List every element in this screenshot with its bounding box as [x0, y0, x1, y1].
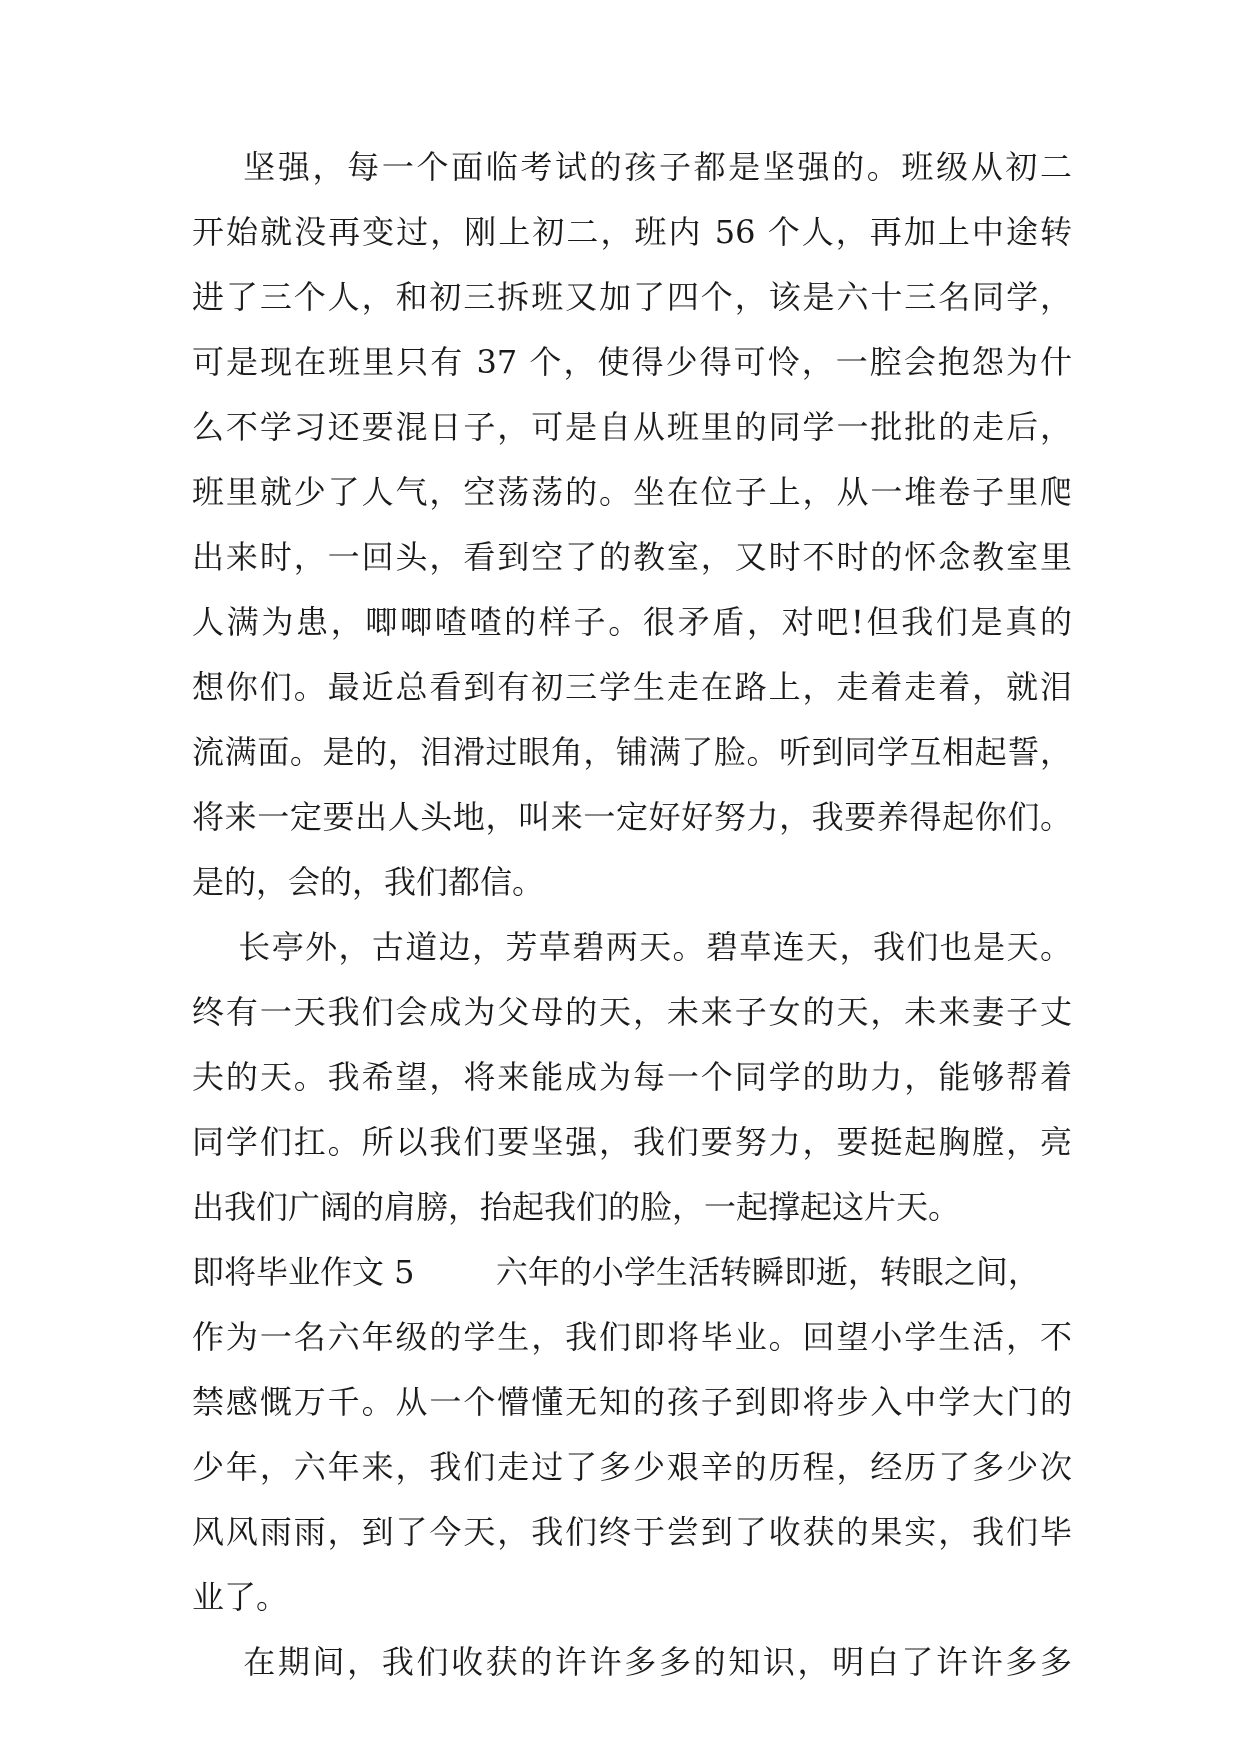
text-line: 长亭外，古道边，芳草碧两天。碧草连天，我们也是天。 — [192, 928, 1072, 966]
text-line: 作为一名六年级的学生，我们即将毕业。回望小学生活，不 — [192, 1318, 1072, 1356]
text-line: 人满为患，唧唧喳喳的样子。很矛盾，对吧!但我们是真的 — [192, 603, 1072, 641]
text-line: 风风雨雨，到了今天，我们终于尝到了收获的果实，我们毕 — [192, 1513, 1072, 1551]
text-line: 进了三个人，和初三拆班又加了四个，该是六十三名同学， — [192, 278, 1072, 316]
text-line: 出来时，一回头，看到空了的教室，又时不时的怀念教室里 — [192, 538, 1072, 576]
text-line: 是的，会的，我们都信。 — [192, 863, 545, 901]
text-line: 流满面。是的，泪滑过眼角，铺满了脸。听到同学互相起誓， — [192, 733, 1072, 771]
section-heading-line: 即将毕业作文 5 六年的小学生活转瞬即逝，转眼之间， — [192, 1253, 1040, 1291]
text-line: 将来一定要出人头地，叫来一定好好努力，我要养得起你们。 — [192, 798, 1072, 836]
text-line: 同学们扛。所以我们要坚强，我们要努力，要挺起胸膛，亮 — [192, 1123, 1072, 1161]
text-line: 终有一天我们会成为父母的天，未来子女的天，未来妻子丈 — [192, 993, 1072, 1031]
text-line: 可是现在班里只有 37 个，使得少得可怜，一腔会抱怨为什 — [192, 343, 1072, 381]
text-line: 出我们广阔的肩膀，抬起我们的脸，一起撑起这片天。 — [192, 1188, 961, 1226]
text-line: 业了。 — [192, 1578, 289, 1616]
text-line: 少年，六年来，我们走过了多少艰辛的历程，经历了多少次 — [192, 1448, 1072, 1486]
text-line: 么不学习还要混日子，可是自从班里的同学一批批的走后， — [192, 408, 1072, 446]
text-line: 夫的天。我希望，将来能成为每一个同学的助力，能够帮着 — [192, 1058, 1072, 1096]
text-line: 坚强，每一个面临考试的孩子都是坚强的。班级从初二 — [192, 148, 1072, 186]
text-line: 想你们。最近总看到有初三学生走在路上，走着走着，就泪 — [192, 668, 1072, 706]
text-line: 在期间，我们收获的许许多多的知识，明白了许许多多 — [192, 1643, 1072, 1681]
document-body — [192, 135, 1072, 1695]
text-line: 开始就没再变过，刚上初二，班内 56 个人，再加上中途转 — [192, 213, 1072, 251]
text-line: 班里就少了人气，空荡荡的。坐在位子上，从一堆卷子里爬 — [192, 473, 1072, 511]
text-line: 禁感慨万千。从一个懵懂无知的孩子到即将步入中学大门的 — [192, 1383, 1072, 1421]
